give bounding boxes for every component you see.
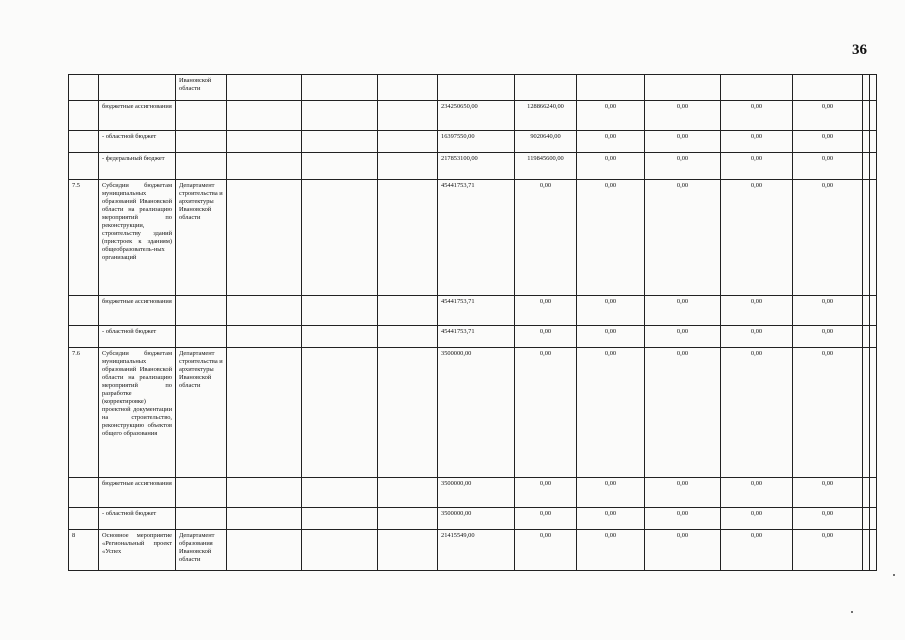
amount-cell: [870, 180, 877, 296]
empty-cell: [227, 508, 302, 530]
row-index-cell: [69, 153, 99, 180]
empty-cell: [302, 326, 378, 348]
amount-cell: 0,00: [793, 296, 863, 326]
amount-cell: [863, 101, 870, 131]
row-name-cell: бюджетные ассигнования: [99, 296, 176, 326]
amount-cell: [863, 296, 870, 326]
empty-cell: [227, 180, 302, 296]
empty-cell: [227, 326, 302, 348]
amount-cell: 0,00: [577, 296, 645, 326]
table-row: [69, 478, 877, 508]
empty-cell: [227, 101, 302, 131]
row-executor-cell: Департамент строительства и архитектуры Ивановской области: [176, 180, 227, 296]
row-index-cell: [69, 131, 99, 153]
empty-cell: [302, 101, 378, 131]
empty-cell: [378, 478, 438, 508]
empty-cell: [378, 75, 438, 101]
row-executor-cell: [176, 131, 227, 153]
amount-cell: 0,00: [577, 478, 645, 508]
empty-cell: [302, 180, 378, 296]
amount-cell: 45441753,71: [438, 180, 515, 296]
amount-cell: [870, 101, 877, 131]
amount-cell: [438, 75, 515, 101]
amount-cell: 0,00: [793, 180, 863, 296]
row-executor-cell: [176, 478, 227, 508]
empty-cell: [378, 530, 438, 571]
amount-cell: 0,00: [515, 326, 577, 348]
table-row: [69, 530, 877, 571]
amount-cell: 0,00: [793, 348, 863, 478]
amount-cell: [870, 530, 877, 571]
amount-cell: 0,00: [721, 131, 793, 153]
scan-speck: [851, 611, 853, 613]
empty-cell: [378, 296, 438, 326]
amount-cell: 0,00: [645, 508, 721, 530]
empty-cell: [227, 296, 302, 326]
row-index-cell: 7.5: [69, 180, 99, 296]
amount-cell: [870, 478, 877, 508]
amount-cell: 0,00: [515, 348, 577, 478]
row-executor-cell: [176, 296, 227, 326]
amount-cell: 21415549,00: [438, 530, 515, 571]
row-executor-cell: Департамент образования Ивановской области: [176, 530, 227, 571]
amount-cell: [863, 348, 870, 478]
amount-cell: 0,00: [515, 530, 577, 571]
empty-cell: [378, 180, 438, 296]
amount-cell: [793, 75, 863, 101]
amount-cell: 0,00: [645, 131, 721, 153]
table-row: [69, 180, 877, 296]
row-executor-cell: Ивановской области: [176, 75, 227, 101]
amount-cell: 119845600,00: [515, 153, 577, 180]
amount-cell: [870, 508, 877, 530]
row-name-cell: - областной бюджет: [99, 131, 176, 153]
amount-cell: 0,00: [577, 131, 645, 153]
row-index-cell: 8: [69, 530, 99, 571]
amount-cell: 0,00: [645, 478, 721, 508]
table-row: [69, 348, 877, 478]
table-row: [69, 153, 877, 180]
empty-cell: [302, 348, 378, 478]
amount-cell: 0,00: [793, 153, 863, 180]
table-row: [69, 131, 877, 153]
amount-cell: [870, 75, 877, 101]
empty-cell: [378, 131, 438, 153]
amount-cell: 0,00: [793, 478, 863, 508]
amount-cell: 0,00: [721, 478, 793, 508]
amount-cell: [863, 326, 870, 348]
amount-cell: 0,00: [721, 101, 793, 131]
amount-cell: [863, 180, 870, 296]
table-row: [69, 508, 877, 530]
empty-cell: [302, 478, 378, 508]
amount-cell: 3500000,00: [438, 478, 515, 508]
amount-cell: 0,00: [645, 180, 721, 296]
amount-cell: 0,00: [515, 180, 577, 296]
amount-cell: 0,00: [721, 296, 793, 326]
row-name-cell: - областной бюджет: [99, 508, 176, 530]
empty-cell: [378, 326, 438, 348]
table-row: [69, 101, 877, 131]
amount-cell: 0,00: [577, 348, 645, 478]
empty-cell: [302, 75, 378, 101]
page-number: 36: [852, 42, 867, 58]
amount-cell: 0,00: [721, 326, 793, 348]
row-name-cell: - областной бюджет: [99, 326, 176, 348]
amount-cell: 0,00: [721, 508, 793, 530]
row-name-cell: - федеральный бюджет: [99, 153, 176, 180]
empty-cell: [302, 153, 378, 180]
amount-cell: [863, 153, 870, 180]
row-index-cell: [69, 478, 99, 508]
amount-cell: [721, 75, 793, 101]
amount-cell: 0,00: [577, 101, 645, 131]
amount-cell: 0,00: [645, 101, 721, 131]
amount-cell: 0,00: [577, 530, 645, 571]
amount-cell: 16397550,00: [438, 131, 515, 153]
amount-cell: [870, 131, 877, 153]
amount-cell: [870, 296, 877, 326]
amount-cell: 0,00: [721, 153, 793, 180]
amount-cell: [863, 75, 870, 101]
amount-cell: 0,00: [793, 508, 863, 530]
amount-cell: 0,00: [515, 296, 577, 326]
row-index-cell: [69, 326, 99, 348]
amount-cell: 0,00: [793, 131, 863, 153]
row-index-cell: [69, 296, 99, 326]
amount-cell: 0,00: [721, 530, 793, 571]
amount-cell: [863, 131, 870, 153]
amount-cell: 234250650,00: [438, 101, 515, 131]
amount-cell: 0,00: [515, 508, 577, 530]
amount-cell: 0,00: [577, 180, 645, 296]
amount-cell: 0,00: [721, 348, 793, 478]
scan-speck: [893, 574, 895, 576]
amount-cell: [870, 348, 877, 478]
empty-cell: [302, 131, 378, 153]
row-index-cell: 7.6: [69, 348, 99, 478]
amount-cell: [870, 153, 877, 180]
amount-cell: 0,00: [645, 296, 721, 326]
amount-cell: [577, 75, 645, 101]
amount-cell: 0,00: [577, 153, 645, 180]
row-name-cell: Субсидии бюджетам муниципальных образований Ивановской области на реализацию мероприятий по разработке (корректировке) проектной документации на строительство, реконструкцию объектов общего образования: [99, 348, 176, 478]
table-row: [69, 326, 877, 348]
empty-cell: [378, 153, 438, 180]
amount-cell: 0,00: [577, 508, 645, 530]
empty-cell: [227, 530, 302, 571]
row-executor-cell: [176, 153, 227, 180]
row-index-cell: [69, 508, 99, 530]
amount-cell: 3500000,00: [438, 348, 515, 478]
amount-cell: 0,00: [645, 153, 721, 180]
row-name-cell: [99, 75, 176, 101]
row-index-cell: [69, 101, 99, 131]
empty-cell: [227, 131, 302, 153]
amount-cell: 0,00: [793, 530, 863, 571]
amount-cell: 217853100,00: [438, 153, 515, 180]
row-executor-cell: Департамент строительства и архитектуры Ивановской области: [176, 348, 227, 478]
row-name-cell: бюджетные ассигнования: [99, 478, 176, 508]
empty-cell: [302, 508, 378, 530]
empty-cell: [227, 75, 302, 101]
empty-cell: [227, 153, 302, 180]
amount-cell: 9020640,00: [515, 131, 577, 153]
amount-cell: [645, 75, 721, 101]
row-executor-cell: [176, 508, 227, 530]
amount-cell: 0,00: [793, 326, 863, 348]
amount-cell: 0,00: [645, 348, 721, 478]
empty-cell: [302, 296, 378, 326]
row-executor-cell: [176, 326, 227, 348]
amount-cell: 45441753,71: [438, 326, 515, 348]
table-row: [69, 75, 877, 101]
row-name-cell: бюджетные ассигнования: [99, 101, 176, 131]
row-executor-cell: [176, 101, 227, 131]
amount-cell: 3500000,00: [438, 508, 515, 530]
amount-cell: 0,00: [645, 326, 721, 348]
empty-cell: [227, 478, 302, 508]
amount-cell: [870, 326, 877, 348]
amount-cell: 0,00: [577, 326, 645, 348]
amount-cell: 45441753,71: [438, 296, 515, 326]
amount-cell: 0,00: [721, 180, 793, 296]
empty-cell: [378, 348, 438, 478]
budget-table: [68, 74, 877, 571]
row-index-cell: [69, 75, 99, 101]
row-name-cell: Субсидии бюджетам муниципальных образований Ивановской области на реализацию мероприятий по реконструкции, строительству зданий (пристроек к зданиям) общеобразователь-ных организаций: [99, 180, 176, 296]
amount-cell: [863, 530, 870, 571]
amount-cell: 0,00: [515, 478, 577, 508]
empty-cell: [302, 530, 378, 571]
table-row: [69, 296, 877, 326]
row-name-cell: Основное мероприятие «Региональный проект «Успех: [99, 530, 176, 571]
empty-cell: [378, 101, 438, 131]
amount-cell: 0,00: [793, 101, 863, 131]
empty-cell: [378, 508, 438, 530]
empty-cell: [227, 348, 302, 478]
amount-cell: [863, 478, 870, 508]
amount-cell: 128866240,00: [515, 101, 577, 131]
amount-cell: [515, 75, 577, 101]
budget-table-body: [69, 75, 877, 571]
amount-cell: [863, 508, 870, 530]
amount-cell: 0,00: [645, 530, 721, 571]
